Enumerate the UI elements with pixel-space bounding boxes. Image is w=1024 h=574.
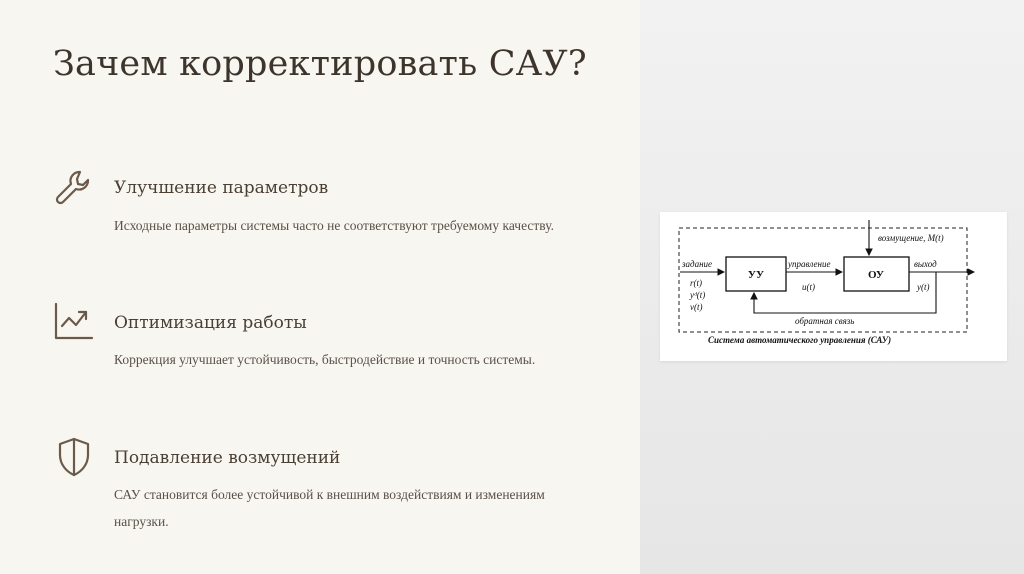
input-signal-yd: yᵈ(t) (690, 290, 706, 300)
slide-title: Зачем корректировать САУ? (53, 44, 587, 84)
item-text-disturbance: САУ становится более устойчивой к внешним воздействиям и изменениям нагрузки. (114, 487, 545, 529)
item-heading-parameters: Улучшение параметров (114, 178, 329, 198)
output-label: выход (914, 259, 937, 269)
item-heading-optimization: Оптимизация работы (114, 313, 307, 333)
controller-label: УУ (747, 269, 765, 281)
control-signal: u(t) (802, 282, 815, 292)
plant-label: ОУ (867, 269, 885, 281)
disturbance-label: возмущение, M(t) (878, 233, 944, 243)
output-signal: y(t) (917, 282, 930, 292)
control-label: управление (788, 259, 831, 269)
diagram-caption: Система автоматического управления (САУ) (708, 335, 892, 345)
input-signal-r: r(t) (690, 278, 702, 288)
item-text-optimization: Коррекция улучшает устойчивость, быстродействие и точность системы. (114, 352, 536, 367)
item-heading-disturbance: Подавление возмущений (114, 448, 341, 468)
sau-block-diagram (660, 212, 1007, 361)
input-signal-v: v(t) (690, 302, 703, 312)
feedback-label: обратная связь (795, 316, 855, 326)
input-label: задание (682, 259, 713, 269)
item-text-parameters: Исходные параметры системы часто не соответствуют требуемому качеству. (114, 218, 554, 233)
trend-chart-icon (52, 300, 96, 344)
wrench-icon (52, 166, 96, 210)
shield-icon (52, 435, 96, 479)
